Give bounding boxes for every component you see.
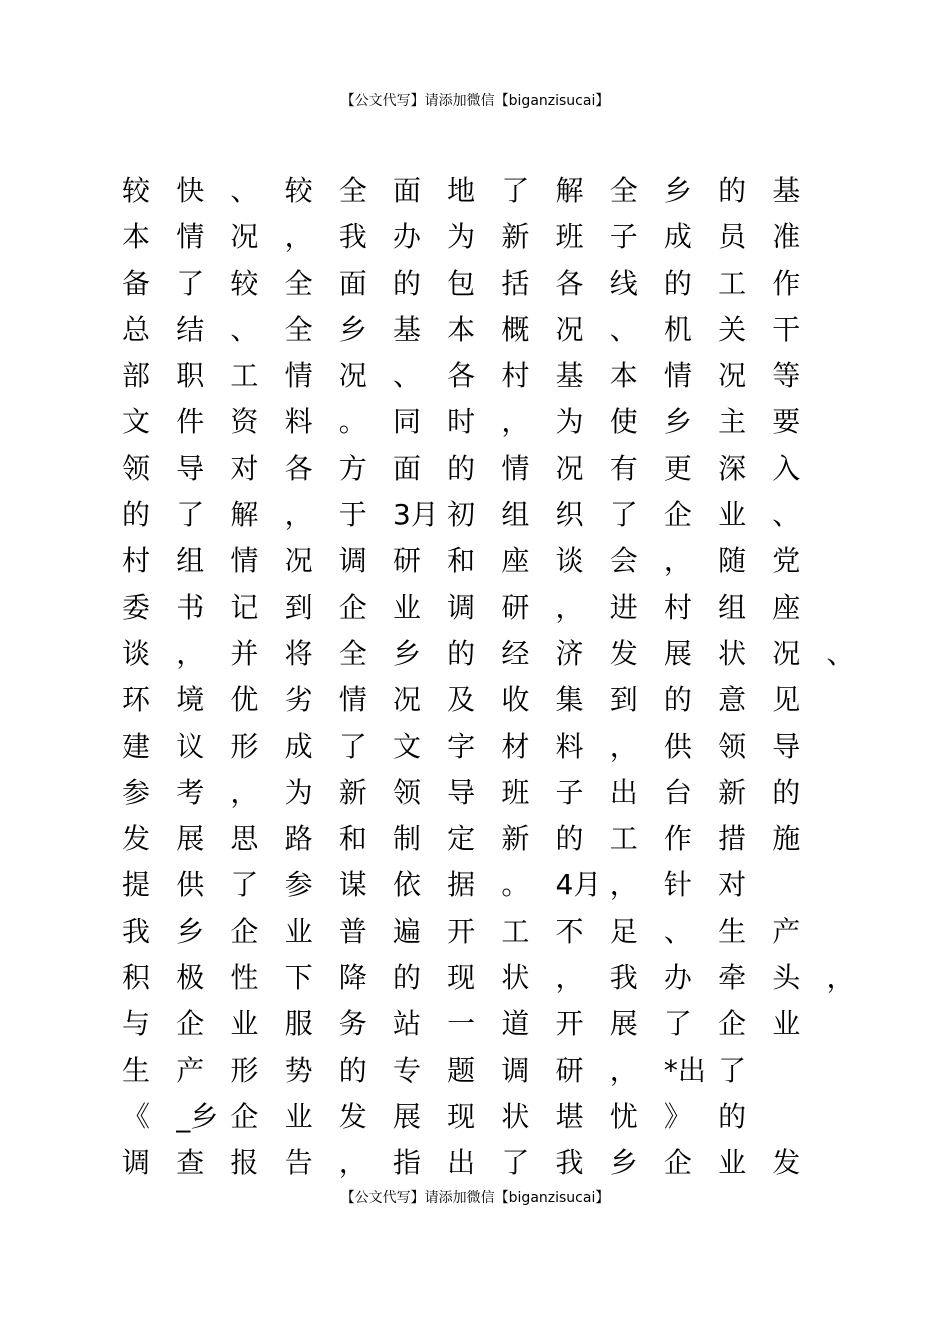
text-line: 总 结 、 全 乡 基 本 概 况 、 机 关 干	[122, 312, 801, 346]
text-line: 文 件 资 料 。 同 时 ， 为 使 乡 主 要	[122, 405, 801, 439]
text-line: 委 书 记 到 企 业 调 研 ， 进 村 组 座	[122, 590, 801, 624]
text-line: 与 企 业 服 务 站 一 道 开 展 了 企 业	[122, 1007, 801, 1041]
text-line: 我 乡 企 业 普 遍 开 工 不 足 、 生 产	[122, 914, 801, 948]
text-line: 备 了 较 全 面 的 包 括 各 线 的 工 作	[122, 266, 801, 300]
text-line: 部 职 工 情 况 、 各 村 基 本 情 况 等	[122, 359, 801, 393]
text-line: 《 _乡 企 业 发 展 现 状 堪 忧 》 的	[122, 1099, 747, 1133]
text-line: 领 导 对 各 方 面 的 情 况 有 更 深 入	[122, 451, 801, 485]
body-text	[122, 168, 882, 1187]
footer-watermark-note: 【公文代写】请添加微信【biganzisucai】	[340, 1190, 610, 1206]
text-line: 参 考 ， 为 新 领 导 班 子 出 台 新 的	[122, 775, 801, 809]
text-line: 谈 ， 并 将 全 乡 的 经 济 发 展 状 况 、	[122, 636, 855, 670]
text-line: 生 产 形 势 的 专 题 调 研 ， *出 了	[122, 1053, 747, 1087]
text-line: 本 情 况 ， 我 办 为 新 班 子 成 员 准	[122, 220, 801, 254]
header-watermark-note: 【公文代写】请添加微信【biganzisucai】	[340, 93, 610, 109]
text-line: 的 了 解 ， 于 3月 初 组 织 了 企 业 、	[122, 498, 801, 532]
text-line: 调 查 报 告 ， 指 出 了 我 乡 企 业 发	[122, 1146, 801, 1180]
text-line: 积 极 性 下 降 的 现 状 ， 我 办 牵 头 ，	[122, 961, 855, 995]
text-line: 建 议 形 成 了 文 字 材 料 ， 供 领 导	[122, 729, 801, 763]
text-line: 发 展 思 路 和 制 定 新 的 工 作 措 施	[122, 822, 801, 856]
text-line: 提 供 了 参 谋 依 据 。 4月 ， 针 对	[122, 868, 747, 902]
text-line: 较 快 、 较 全 面 地 了 解 全 乡 的 基	[122, 174, 801, 207]
text-line: 村 组 情 况 调 研 和 座 谈 会 ， 随 党	[122, 544, 801, 578]
text-line: 环 境 优 劣 情 况 及 收 集 到 的 意 见	[122, 683, 801, 717]
